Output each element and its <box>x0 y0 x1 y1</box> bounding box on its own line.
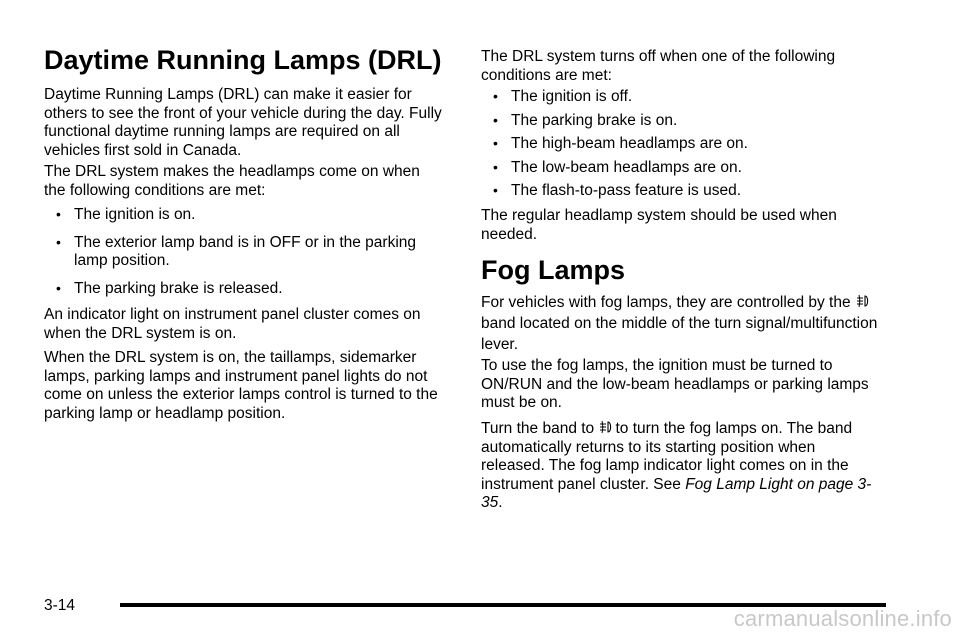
page-number: 3-14 <box>44 597 76 614</box>
drl-heading: Daytime Running Lamps (DRL) <box>44 45 442 75</box>
list-item: • The parking brake is released. <box>56 279 283 297</box>
list-item: • The flash-to-pass feature is used. <box>493 182 742 199</box>
list-item: • The parking brake is on. <box>493 111 678 129</box>
fog-lamp-icon <box>599 420 613 434</box>
drl-lights-paragraph: When the DRL system is on, the taillamps, sidemarker lamps, parking lamps and instrument panel lights do not come on unless the exterior lamps control is turned to the parking lamp or headlamp position. <box>44 349 438 422</box>
fog-control-paragraph: For vehicles with fog lamps, they are controlled by the band located on the middle of the turn signal/multifunction lever. <box>481 294 878 353</box>
regular-headlamp-paragraph: The regular headlamp system should be used when needed. <box>481 207 837 243</box>
list-item: • The ignition is on. <box>56 206 196 223</box>
fog-turn-on-paragraph: Turn the band to to turn the fog lamps on. The band automatically returns to its starting position when released. The fog lamp indicator light comes on in the instrument panel cluster. See Fog Lamp Light on page 3-35. <box>481 420 872 511</box>
bullet-icon: • <box>56 279 61 296</box>
list-item: • The exterior lamp band is in OFF or in the parking lamp position. <box>56 233 417 269</box>
drl-on-conditions <box>44 206 444 298</box>
bullet-icon: • <box>56 233 61 250</box>
bullet-icon: • <box>493 88 498 104</box>
drl-indicator-paragraph: An indicator light on instrument panel cluster comes on when the DRL system is on. <box>44 306 421 342</box>
drl-intro-paragraph: Daytime Running Lamps (DRL) can make it easier for others to see the front of your vehicle during the day. Fully functional daytime running lamps are required on all vehicles first sold in Canada. <box>44 86 442 159</box>
bullet-icon: • <box>493 158 498 175</box>
fog-lamp-icon <box>856 294 870 308</box>
bullet-icon: • <box>493 182 498 198</box>
fog-lamp-light-link[interactable]: Fog Lamp Light on page 3-35 <box>481 475 872 511</box>
list-item: • The high-beam headlamps are on. <box>493 135 748 152</box>
bullet-icon: • <box>493 135 498 151</box>
drl-on-intro: The DRL system makes the headlamps come on when the following conditions are met: <box>44 163 420 199</box>
fog-usage-paragraph: To use the fog lamps, the ignition must be turned to ON/RUN and the low-beam headlamps or parking lamps must be on. <box>481 357 869 411</box>
drl-off-intro: The DRL system turns off when one of the following conditions are met: <box>481 48 836 84</box>
bullet-icon: • <box>493 111 498 128</box>
fog-lamps-heading: Fog Lamps <box>481 255 626 285</box>
watermark: carmanualsonline.info <box>733 606 952 631</box>
list-item: • The ignition is off. <box>493 88 633 105</box>
drl-off-conditions <box>481 88 881 201</box>
list-item: • The low-beam headlamps are on. <box>493 158 742 176</box>
bullet-icon: • <box>56 206 61 222</box>
